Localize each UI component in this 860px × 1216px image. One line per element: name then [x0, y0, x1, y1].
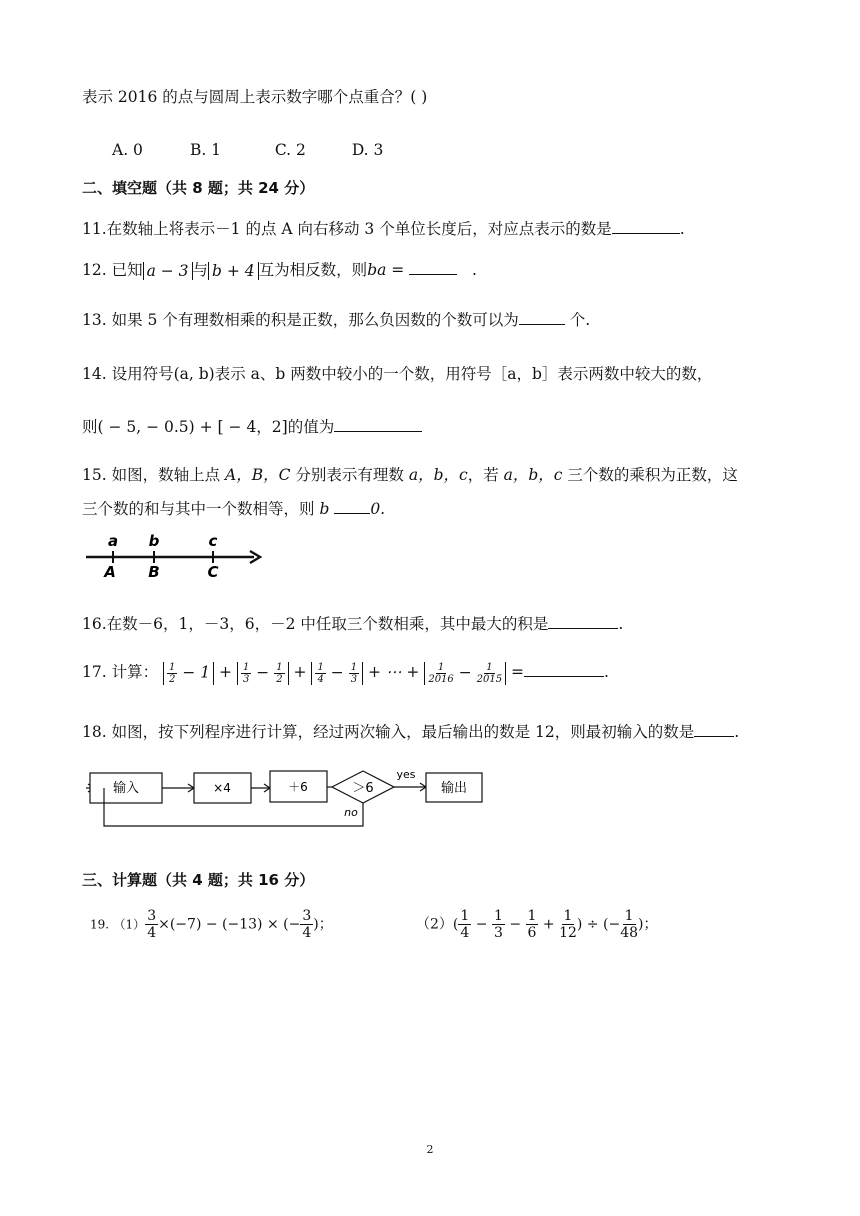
- answer-blank: [334, 430, 422, 432]
- op: −: [475, 916, 488, 933]
- frac-num: 1: [624, 908, 634, 924]
- question-11-end: .: [679, 220, 685, 238]
- question-12-pre: 12. 已知: [82, 261, 143, 279]
- frac-num: 1: [486, 661, 493, 673]
- frac-den: 2: [276, 673, 283, 685]
- plus-sign: +: [219, 663, 233, 681]
- answer-blank: [519, 323, 565, 325]
- q15-text-d: 三个数的乘积为正数，这: [562, 466, 738, 484]
- label-point-c: C: [207, 563, 219, 581]
- question-13-end: 个.: [564, 311, 591, 329]
- expr-ba: ba =: [367, 261, 405, 279]
- question-12-end: .: [471, 261, 477, 279]
- frac-num: 3: [302, 908, 312, 924]
- q15-vars: a，b，c: [408, 466, 468, 484]
- question-17-label: 17. 计算：: [82, 663, 159, 681]
- frac-den: 48: [620, 925, 639, 941]
- frac-den: 6: [527, 925, 537, 941]
- question-12-post: 互为相反数，则: [258, 261, 368, 279]
- flow-input-label: 输入: [112, 781, 140, 796]
- question-14-line-1: 14. 设用符号(a, b)表示 a、b 两数中较小的一个数，用符号［a，b］表示两数中较大的数，: [82, 365, 713, 383]
- number-line-figure: [82, 530, 264, 582]
- frac-den: 4: [317, 673, 324, 685]
- flow-yes-label: yes: [396, 768, 416, 781]
- question-13-text: 13. 如果 5 个有理数相乘的积是正数，那么负因数的个数可以为: [82, 311, 519, 329]
- frac-den: 3: [350, 673, 358, 685]
- question-10-stem: 表示 2016 的点与圆周上表示数字哪个点重合？( ): [82, 88, 428, 106]
- question-16-text: 16.在数－6，1，－3，6，－2 中任取三个数相乘，其中最大的积是: [82, 615, 549, 633]
- flow-no-label: no: [344, 806, 358, 819]
- answer-blank: [334, 512, 370, 514]
- label-b: b: [148, 532, 160, 550]
- page-number: 2: [426, 1143, 434, 1156]
- answer-blank: [694, 735, 734, 737]
- option-b: B. 1: [189, 141, 222, 159]
- frac-num: 1: [317, 661, 324, 673]
- section-2-title: 二、填空题（共 8 题；共 24 分）: [82, 179, 315, 197]
- label-point-b: B: [148, 563, 160, 581]
- frac-num: 1: [242, 661, 250, 673]
- frac-num: 1: [350, 661, 358, 673]
- question-15-line-1: [82, 463, 738, 485]
- option-d: D. 3: [351, 141, 384, 159]
- abs-a-minus-3: a − 3: [143, 262, 193, 280]
- question-10-options: [112, 141, 383, 159]
- plus-sign: +: [293, 663, 307, 681]
- flow-condition-label: ＞6: [352, 781, 374, 796]
- abs-term-3: [311, 662, 363, 685]
- frac-den: 3: [242, 673, 250, 685]
- question-19-number: 19.: [90, 917, 110, 932]
- question-18: [82, 720, 739, 742]
- abs-term-1: [163, 662, 214, 685]
- question-15-line-2: [82, 497, 385, 519]
- frac-den: 4: [147, 925, 157, 941]
- question-18-end: .: [734, 723, 740, 741]
- minus-sign: −: [256, 663, 270, 681]
- frac-den: 12: [559, 925, 577, 941]
- abs-b-plus-4: b + 4: [208, 262, 259, 280]
- abs-term-2: [237, 662, 289, 685]
- question-19: [90, 908, 333, 941]
- answer-blank: [409, 273, 457, 275]
- q15-text-e: 三个数的和与其中一个数相等，则: [82, 500, 320, 518]
- part-2-label: （2）(: [416, 916, 459, 933]
- question-18-text: 18. 如图，按下列程序进行计算，经过两次输入，最后输出的数是 12，则最初输入的数是: [82, 723, 695, 741]
- q15-b: b: [319, 500, 330, 518]
- frac-num: 1: [527, 908, 537, 924]
- label-a: a: [107, 532, 119, 550]
- frac-num: 1: [276, 661, 283, 673]
- question-12-mid: 与: [192, 261, 209, 279]
- frac-num: 1: [169, 661, 176, 673]
- frac-den: 4: [302, 925, 312, 941]
- frac-den: 4: [460, 925, 470, 941]
- answer-blank: [524, 675, 604, 677]
- op: +: [542, 916, 555, 933]
- question-19-part-2: [416, 908, 657, 941]
- frac-num: 1: [563, 908, 573, 924]
- question-16: [82, 612, 623, 634]
- q15-text-a: 15. 如图，数轴上点: [82, 466, 226, 484]
- part-1-end: )；: [313, 916, 333, 933]
- term-rest: − 1: [182, 663, 211, 681]
- op: −: [509, 916, 522, 933]
- option-c: C. 2: [274, 141, 306, 159]
- part-1-expr: ×(−7) − (−13) × (−: [158, 916, 301, 933]
- q15-end: 0.: [370, 500, 386, 518]
- option-a: A. 0: [112, 141, 143, 159]
- label-point-a: A: [104, 563, 116, 581]
- flow-plus-label: ＋6: [288, 780, 308, 794]
- frac-den: 3: [493, 925, 503, 941]
- question-14-line-2-text: 则( − 5, − 0.5) + [ − 4，2]的值为: [82, 418, 335, 436]
- abs-term-n: [424, 662, 506, 685]
- q15-text-c: ，若: [467, 466, 504, 484]
- section-3-title: 三、计算题（共 4 题；共 16 分）: [82, 871, 315, 889]
- flowchart-figure: [80, 764, 492, 830]
- equals-sign: =: [511, 663, 525, 681]
- question-13: [82, 308, 590, 330]
- question-11: [82, 217, 685, 239]
- question-12: [82, 258, 477, 280]
- frac-den: 2016: [428, 673, 454, 685]
- part-1-label: （1）: [113, 917, 146, 932]
- answer-blank: [612, 232, 680, 234]
- frac-num: 1: [437, 661, 445, 673]
- frac-num: 1: [493, 908, 503, 924]
- frac-num: 1: [460, 908, 470, 924]
- question-17: [82, 660, 609, 685]
- label-c: c: [208, 532, 218, 550]
- frac-num: 3: [147, 908, 157, 924]
- flow-output-label: 输出: [440, 781, 468, 796]
- ellipsis: + ⋯ +: [368, 663, 420, 681]
- q15-vars-2: a，b，c: [503, 466, 563, 484]
- question-16-end: .: [618, 615, 624, 633]
- q15-text-b: 分别表示有理数: [290, 466, 409, 484]
- flow-times-label: ×4: [213, 781, 231, 795]
- frac-den: 2015: [476, 673, 503, 685]
- minus-sign: −: [330, 663, 344, 681]
- frac-den: 2: [169, 673, 176, 685]
- part-2-div: ) ÷ (−: [576, 916, 621, 933]
- minus-sign: −: [458, 663, 472, 681]
- question-11-text: 11.在数轴上将表示－1 的点 A 向右移动 3 个单位长度后，对应点表示的数是: [82, 220, 612, 238]
- question-17-end: .: [604, 663, 609, 681]
- part-2-end: )；: [638, 916, 658, 933]
- q15-points: A，B，C: [225, 466, 291, 484]
- answer-blank: [548, 627, 618, 629]
- question-14-line-2: [82, 415, 422, 437]
